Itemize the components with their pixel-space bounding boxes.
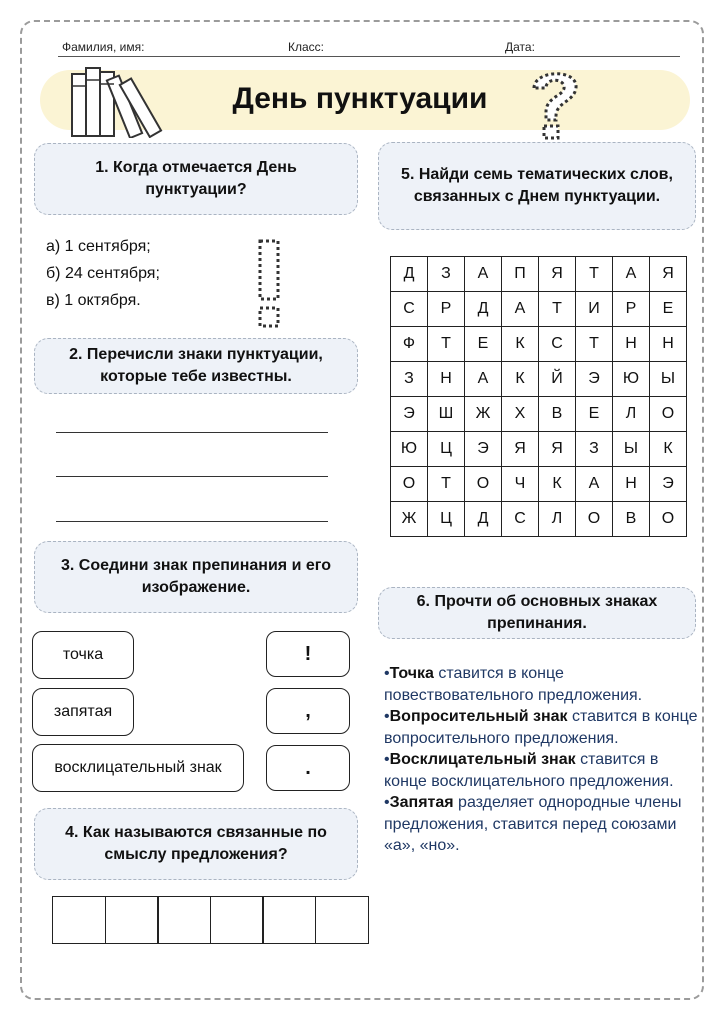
question-2 <box>34 338 358 394</box>
grid-cell[interactable]: Ю <box>613 362 650 397</box>
grid-cell[interactable]: Т <box>428 467 465 502</box>
exclamation-mark-icon <box>256 238 282 330</box>
grid-cell[interactable]: А <box>576 467 613 502</box>
grid-cell[interactable]: Н <box>650 327 687 362</box>
info-item-comma: •Запятая разделяет однородные члены предложения, ставится перед союзами «а», «но». <box>384 794 682 854</box>
answer-boxes <box>52 896 369 944</box>
grid-cell[interactable]: Ф <box>391 327 428 362</box>
date-label: Дата: <box>505 40 535 54</box>
answer-line-3[interactable] <box>56 521 328 522</box>
question-6-text: 6. Прочти об основных знаках препинания. <box>416 593 658 632</box>
grid-cell[interactable]: О <box>650 397 687 432</box>
answer-box[interactable] <box>210 896 264 944</box>
grid-cell[interactable]: Э <box>650 467 687 502</box>
grid-cell[interactable]: С <box>539 327 576 362</box>
grid-row <box>391 257 687 292</box>
grid-row <box>391 467 687 502</box>
grid-cell[interactable]: О <box>391 467 428 502</box>
grid-cell[interactable]: Э <box>465 432 502 467</box>
grid-cell[interactable]: И <box>576 292 613 327</box>
grid-cell[interactable]: Ж <box>465 397 502 432</box>
grid-cell[interactable]: Д <box>465 292 502 327</box>
grid-cell[interactable]: Ж <box>391 502 428 537</box>
grid-cell[interactable]: К <box>539 467 576 502</box>
grid-cell[interactable]: З <box>391 362 428 397</box>
grid-cell[interactable]: В <box>539 397 576 432</box>
grid-row <box>391 502 687 537</box>
grid-cell[interactable]: Т <box>428 327 465 362</box>
grid-cell[interactable]: О <box>650 502 687 537</box>
grid-cell[interactable]: З <box>428 257 465 292</box>
punct-name-period[interactable]: точка <box>32 631 134 679</box>
grid-cell[interactable]: А <box>502 292 539 327</box>
answer-box[interactable] <box>315 896 369 944</box>
question-1 <box>34 143 358 215</box>
grid-cell[interactable]: Э <box>391 397 428 432</box>
grid-cell[interactable]: А <box>613 257 650 292</box>
punct-name-exclamation[interactable]: восклицательный знак <box>32 744 244 792</box>
grid-cell[interactable]: Я <box>502 432 539 467</box>
grid-cell[interactable]: Т <box>576 257 613 292</box>
grid-cell[interactable]: Ы <box>650 362 687 397</box>
punct-sign-exclamation[interactable]: ! <box>266 631 350 677</box>
info-item-period: •Точка ставится в конце повествовательного предложения. <box>384 665 643 704</box>
info-item-question: •Вопросительный знак ставится в конце вопросительного предложения. <box>384 708 698 747</box>
grid-cell[interactable]: Н <box>613 467 650 502</box>
question-mark-icon <box>526 64 586 142</box>
option-c: в) 1 октября. <box>46 292 141 309</box>
grid-cell[interactable]: С <box>391 292 428 327</box>
grid-cell[interactable]: Л <box>539 502 576 537</box>
info-item-exclamation: •Восклицательный знак ставится в конце восклицательного предложения. <box>384 751 674 790</box>
option-a: а) 1 сентября; <box>46 238 151 255</box>
grid-cell[interactable]: Ш <box>428 397 465 432</box>
grid-cell[interactable]: Ч <box>502 467 539 502</box>
answer-box[interactable] <box>105 896 159 944</box>
question-4 <box>34 808 358 880</box>
answer-box[interactable] <box>52 896 106 944</box>
grid-cell[interactable]: Л <box>613 397 650 432</box>
grid-row <box>391 362 687 397</box>
grid-cell[interactable]: Ю <box>391 432 428 467</box>
grid-cell[interactable]: П <box>502 257 539 292</box>
grid-cell[interactable]: Ц <box>428 502 465 537</box>
name-label: Фамилия, имя: <box>62 40 145 54</box>
grid-cell[interactable]: А <box>465 362 502 397</box>
grid-row <box>391 397 687 432</box>
question-3-text: 3. Соедини знак препинания и его изображение. <box>60 557 331 596</box>
answer-line-1[interactable] <box>56 432 328 433</box>
answer-box[interactable] <box>157 896 211 944</box>
word-search-grid <box>390 256 687 537</box>
grid-row <box>391 432 687 467</box>
grid-cell[interactable]: Д <box>465 502 502 537</box>
question-1-text: 1. Когда отмечается День пунктуации? <box>95 159 297 198</box>
grid-cell[interactable]: К <box>650 432 687 467</box>
grid-cell[interactable]: Н <box>428 362 465 397</box>
grid-cell[interactable]: Х <box>502 397 539 432</box>
question-4-text: 4. Как называются связанные по смыслу предложения? <box>65 824 327 863</box>
question-5 <box>378 142 696 230</box>
punct-sign-comma[interactable]: , <box>266 688 350 734</box>
question-1-options <box>46 233 160 314</box>
grid-cell[interactable]: Я <box>650 257 687 292</box>
punct-sign-period[interactable]: . <box>266 745 350 791</box>
grid-row <box>391 327 687 362</box>
grid-cell[interactable]: Ы <box>613 432 650 467</box>
grid-cell[interactable]: К <box>502 327 539 362</box>
grid-cell[interactable]: Т <box>539 292 576 327</box>
grid-row <box>391 292 687 327</box>
punctuation-info <box>384 663 704 857</box>
grid-cell[interactable]: Е <box>650 292 687 327</box>
class-label: Класс: <box>288 40 324 54</box>
grid-cell[interactable]: Д <box>391 257 428 292</box>
answer-line-2[interactable] <box>56 476 328 477</box>
grid-cell[interactable]: В <box>613 502 650 537</box>
grid-cell[interactable]: Й <box>539 362 576 397</box>
grid-cell[interactable]: О <box>576 502 613 537</box>
grid-cell[interactable]: Ц <box>428 432 465 467</box>
grid-cell[interactable]: Н <box>613 327 650 362</box>
grid-cell[interactable]: Е <box>576 397 613 432</box>
page-title: День пунктуации <box>232 82 488 115</box>
grid-cell[interactable]: А <box>465 257 502 292</box>
header-underline <box>58 56 680 57</box>
option-b: б) 24 сентября; <box>46 265 160 282</box>
grid-cell[interactable]: Р <box>613 292 650 327</box>
question-6 <box>378 587 696 639</box>
grid-cell[interactable]: С <box>502 502 539 537</box>
punct-name-comma[interactable]: запятая <box>32 688 134 736</box>
question-3 <box>34 541 358 613</box>
grid-cell[interactable]: Р <box>428 292 465 327</box>
grid-cell[interactable]: Э <box>576 362 613 397</box>
grid-cell[interactable]: Я <box>539 432 576 467</box>
grid-cell[interactable]: Е <box>465 327 502 362</box>
grid-cell[interactable]: О <box>465 467 502 502</box>
answer-box[interactable] <box>262 896 316 944</box>
grid-cell[interactable]: Т <box>576 327 613 362</box>
question-5-text: 5. Найди семь тематических слов, связанных с Днем пунктуации. <box>401 166 673 205</box>
grid-cell[interactable]: З <box>576 432 613 467</box>
question-2-text: 2. Перечисли знаки пунктуации, которые тебе известны. <box>69 346 323 385</box>
grid-cell[interactable]: Я <box>539 257 576 292</box>
grid-cell[interactable]: К <box>502 362 539 397</box>
